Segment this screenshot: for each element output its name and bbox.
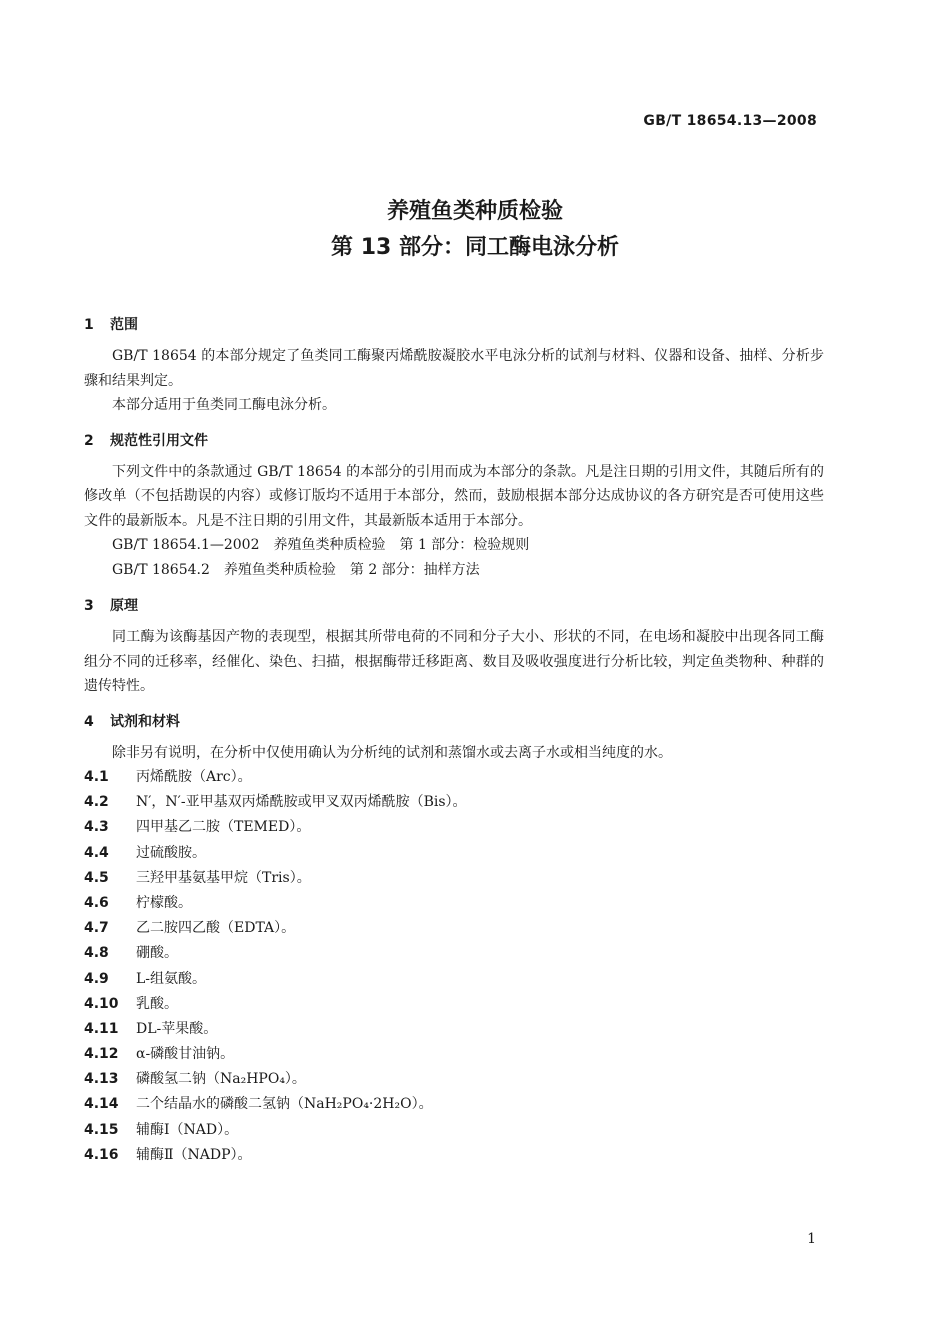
section-heading — [84, 312, 824, 338]
reagent-list — [84, 765, 824, 1168]
list-item: 4.4 过硫酸胺。 — [84, 844, 206, 861]
list-item: 4.9 L-组氨酸。 — [84, 970, 207, 987]
list-item: 4.15 辅酶Ⅰ（NAD）。 — [84, 1121, 239, 1138]
list-item: 4.2 N′，N′-亚甲基双丙烯酰胺或甲叉双丙烯酰胺（Bis）。 — [84, 794, 467, 811]
document-body — [84, 312, 824, 1168]
list-item: 4.11 DL-苹果酸。 — [84, 1020, 218, 1037]
paragraph: 下列文件中的条款通过 GB/T 18654 的本部分的引用而成为本部分的条款。凡是注日期的引用文件，其随后所有的修改单（不包括勘误的内容）或修订版均不适用于本部分，然而，鼓励根据本部分达成协议的各方研究是否可使用这些文件的最新版本。凡是不注日期的引用文件，其最新版本适用于本部分。 — [84, 463, 824, 529]
list-item: 4.10 乳酸。 — [84, 995, 178, 1012]
section-title: 试剂和材料 — [110, 713, 180, 730]
list-item: 4.1 丙烯酰胺（Arc）。 — [84, 769, 252, 785]
title-line-1: 养殖鱼类种质检验 — [386, 199, 563, 224]
paragraph: 本部分适用于鱼类同工酶电泳分析。 — [112, 397, 336, 413]
list-item: 4.12 α-磷酸甘油钠。 — [84, 1046, 235, 1063]
list-item: 4.6 柠檬酸。 — [84, 894, 192, 911]
section-title: 规范性引用文件 — [110, 432, 208, 449]
paragraph: 同工酶为该酶基因产物的表现型，根据其所带电荷的不同和分子大小、形状的不同，在电场和凝胶中出现各同工酶组分不同的迁移率，经催化、染色、扫描，根据酶带迁移距离、数目及吸收强度进行分析比较，判定鱼类物种、种群的遗传特性。 — [84, 629, 824, 694]
reference-item: GB/T 18654.1—2002 养殖鱼类种质检验 第 1 部分：检验规则 — [112, 537, 530, 553]
page-number: 1 — [807, 1231, 816, 1247]
section-number: 2 — [84, 432, 94, 449]
section-heading — [84, 709, 824, 735]
section-number: 1 — [84, 317, 94, 333]
list-item: 4.16 辅酶Ⅱ（NADP）。 — [84, 1146, 252, 1163]
section-number: 3 — [84, 598, 94, 614]
list-item: 4.14 二个结晶水的磷酸二氢钠（NaH₂PO₄·2H₂O）。 — [84, 1096, 433, 1113]
section-title: 原理 — [110, 598, 138, 614]
paragraph: GB/T 18654 的本部分规定了鱼类同工酶聚丙烯酰胺凝胶水平电泳分析的试剂与材料、仪器和设备、抽样、分析步骤和结果判定。 — [84, 348, 824, 389]
reference-item: GB/T 18654.2 养殖鱼类种质检验 第 2 部分：抽样方法 — [112, 562, 480, 578]
list-item: 4.3 四甲基乙二胺（TEMED）。 — [84, 819, 311, 836]
list-item: 4.5 三羟甲基氨基甲烷（Tris）。 — [84, 869, 311, 886]
section-number: 4 — [84, 713, 94, 730]
list-item: 4.7 乙二胺四乙酸（EDTA）。 — [84, 920, 296, 937]
list-item: 4.13 磷酸氢二钠（Na₂HPO₄）。 — [84, 1071, 306, 1088]
title-line-2: 第 13 部分：同工酶电泳分析 — [331, 235, 619, 260]
paragraph: 除非另有说明，在分析中仅使用确认为分析纯的试剂和蒸馏水或去离子水或相当纯度的水。 — [112, 744, 672, 761]
section-title: 范围 — [110, 317, 138, 333]
standard-code: GB/T 18654.13—2008 — [643, 113, 817, 129]
section-heading — [84, 593, 824, 619]
document-title — [0, 196, 950, 266]
list-item: 4.8 硼酸。 — [84, 945, 178, 962]
section-heading — [84, 428, 824, 454]
